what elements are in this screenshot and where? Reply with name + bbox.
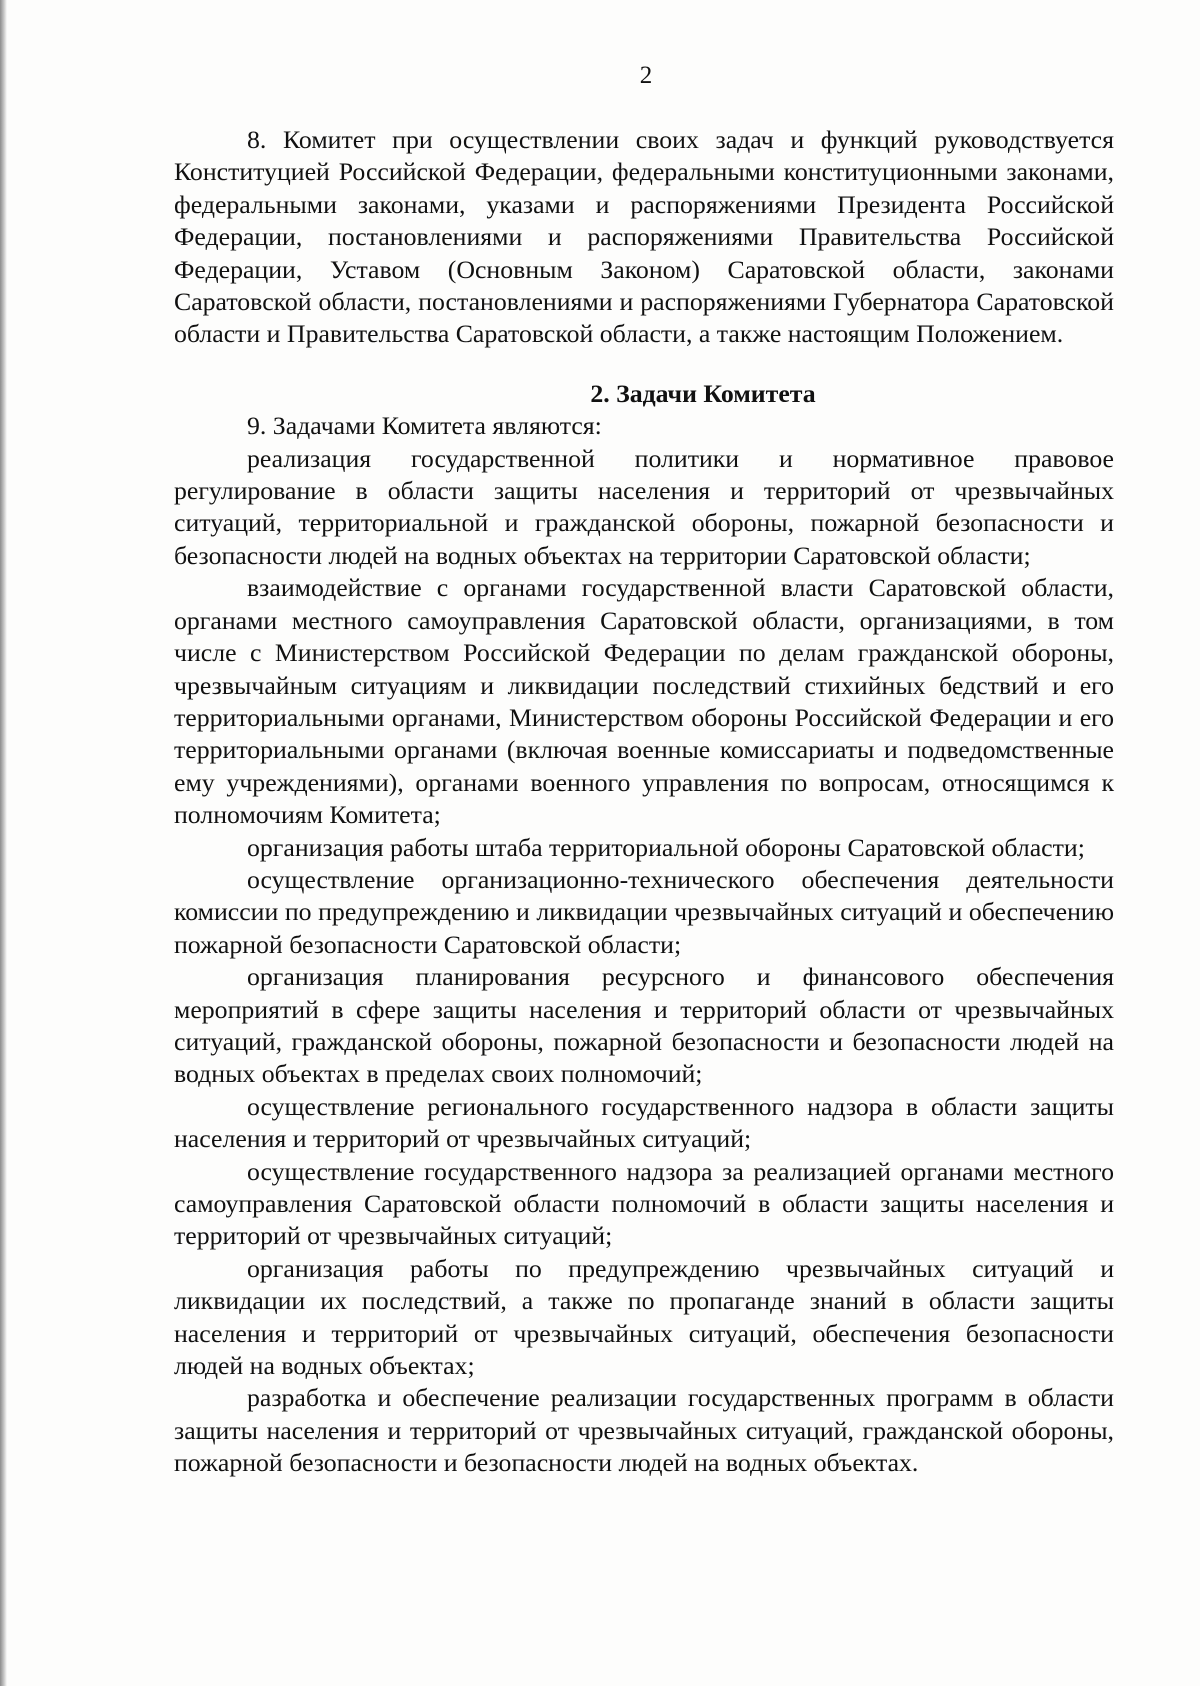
task-item: организация работы штаба территориальной обороны Саратовской области; (247, 832, 1085, 862)
section-heading: 2. Задачи Комитета (590, 378, 816, 408)
paragraph-9-intro: 9. Задачами Комитета являются: (247, 411, 602, 441)
task-item: организация работы по предупреждению чрезвычайных ситуаций и ликвидации их последствий, а также по пропаганде знаний в области защиты населения и территорий от чрезвычайных ситуаций, обеспечения безопасности людей на водных объектах; (174, 1253, 1114, 1381)
paragraph-8: 8. Комитет при осуществлении своих задач и функций руководствуется Конституцией Российской Федерации, федеральными конституционными законами, федеральными законами, указами и распоряжениями Президента Российской Федерации, постановлениями и распоряжениями Правительства Российской Федерации, Уставом (Основным Законом) Саратовской области, законами Саратовской области, постановлениями и распоряжениями Губернатора Саратовской области и Правительства Саратовской области, а также настоящим Положением. (174, 125, 1114, 349)
task-item: осуществление государственного надзора за реализацией органами местного самоуправления Саратовской области полномочий в области защиты населения и территорий от чрезвычайных ситуаций; (174, 1156, 1114, 1251)
scan-edge-shadow (0, 0, 7, 1686)
task-item: осуществление регионального государственного надзора в области защиты населения и территорий от чрезвычайных ситуаций; (174, 1091, 1114, 1154)
task-item: разработка и обеспечение реализации государственных программ в области защиты населения и территорий от чрезвычайных ситуаций, гражданской обороны, пожарной безопасности и безопасности людей на водных объектах. (174, 1383, 1114, 1478)
task-item: взаимодействие с органами государственной власти Саратовской области, органами местного самоуправления Саратовской области, организациями, в том числе с Министерством Российской Федерации по делам гражданской обороны, чрезвычайным ситуациям и ликвидации последствий стихийных бедствий и его территориальными органами, Министерством обороны Российской Федерации и его территориальными органами (включая военные комиссариаты и подведомственные ему учреждениями), органами военного управления по вопросам, относящимся к полномочиям Комитета; (174, 573, 1114, 830)
task-item: осуществление организационно-технического обеспечения деятельности комиссии по предупреждению и ликвидации чрезвычайных ситуаций и обеспечению пожарной безопасности Саратовской области; (174, 864, 1114, 959)
task-item: реализация государственной политики и нормативное правовое регулирование в области защиты населения и территорий от чрезвычайных ситуаций, территориальной и гражданской обороны, пожарной безопасности и безопасности людей на водных объектах на территории Саратовской области; (174, 443, 1114, 570)
page-number: 2 (639, 62, 653, 89)
task-item: организация планирования ресурсного и финансового обеспечения мероприятий в сфере защиты населения и территорий области от чрезвычайных ситуаций, гражданской обороны, пожарной безопасности и безопасности людей на водных объектах в пределах своих полномочий; (174, 962, 1114, 1089)
document-body (174, 124, 1114, 1480)
